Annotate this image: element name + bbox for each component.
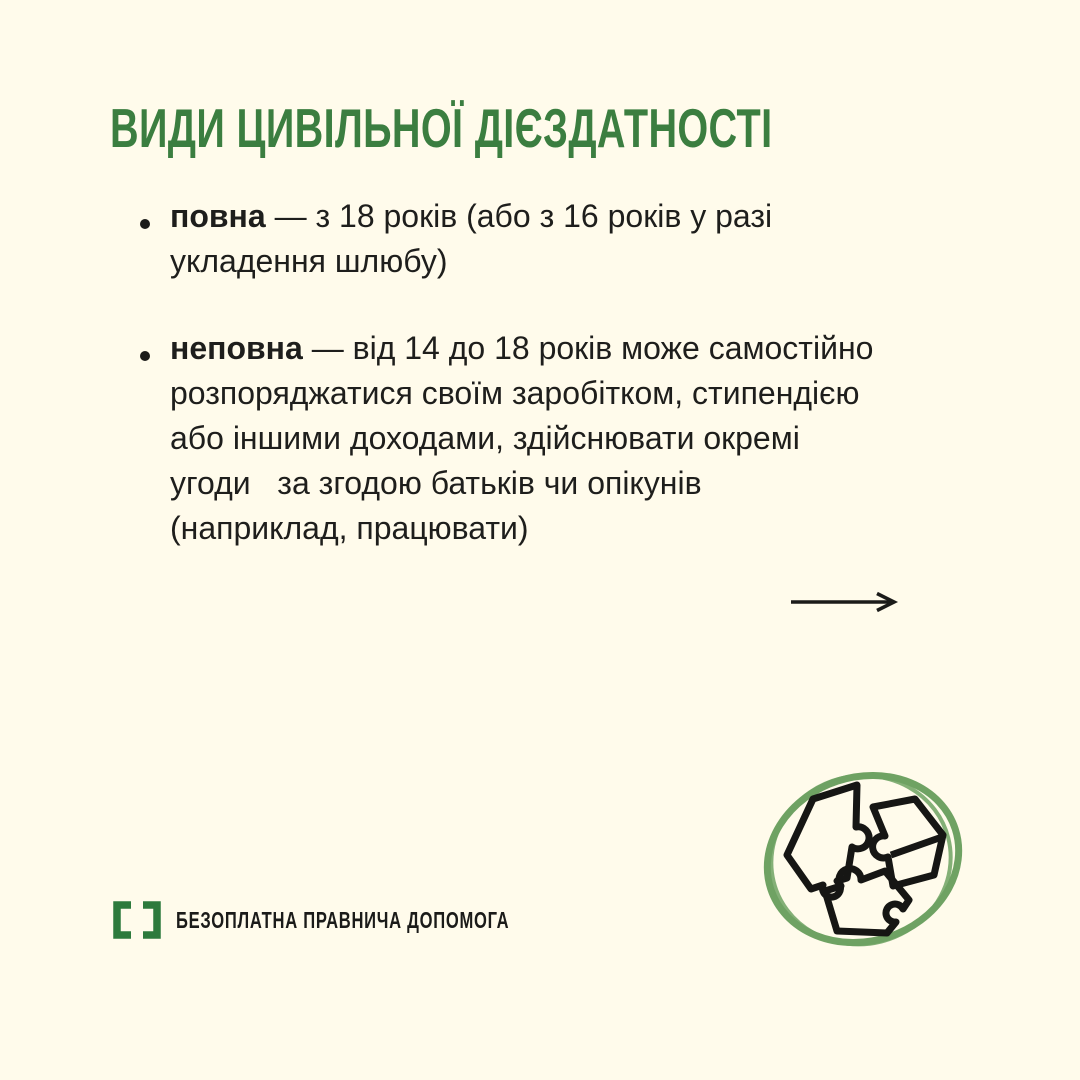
text-line: угоди за згодою батьків чи опікунів [170, 465, 702, 501]
bullet-dot-icon [140, 351, 150, 361]
puzzle-logo-icon [757, 759, 969, 959]
bullet-dot-icon [140, 219, 150, 229]
puzzle-piece-bottom [825, 869, 909, 933]
text-line: або іншими доходами, здійснювати окремі [170, 420, 800, 456]
bullet-text [170, 194, 980, 284]
brand-footer [110, 901, 639, 939]
puzzle-piece-right-seam [891, 837, 942, 855]
brand-name: БЕЗОПЛАТНА ПРАВНИЧА ДОПОМОГА [176, 906, 510, 933]
list-item [140, 194, 980, 284]
list-item [140, 326, 980, 551]
text-line: (наприклад, працювати) [170, 510, 529, 546]
bullet-text [170, 326, 980, 551]
text-line [170, 326, 980, 371]
text-line [170, 194, 980, 239]
puzzle-pieces [787, 785, 943, 933]
text-segment: — від 14 до 18 років може самостійно [302, 330, 874, 366]
right-arrow-icon [788, 587, 908, 617]
text-segment: — з 18 років (або з 16 років у разі [265, 198, 773, 234]
brackets-logo-icon [110, 901, 164, 939]
text-line: розпоряджатися своїм заробітком, стипендією [170, 375, 860, 411]
bullet-term: неповна [170, 330, 303, 366]
bullet-list [140, 194, 980, 593]
page-title: ВИДИ ЦИВІЛЬНОЇ ДІЄЗДАТНОСТІ [110, 97, 773, 159]
bullet-term: повна [170, 198, 266, 234]
text-line: укладення шлюбу) [170, 243, 448, 279]
